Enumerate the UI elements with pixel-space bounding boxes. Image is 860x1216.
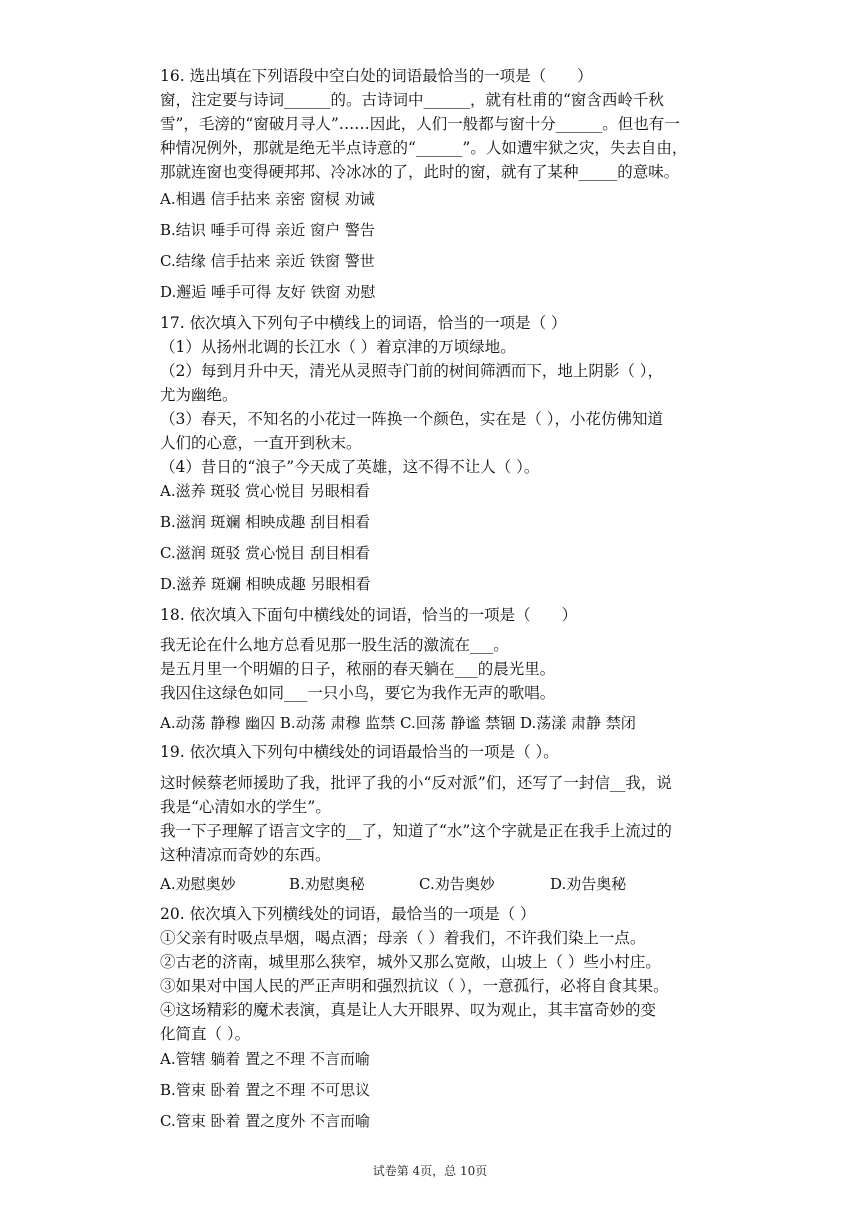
question-19-option-a[interactable]: A.劝慰奥妙 — [160, 875, 236, 893]
question-19-text-line: 我一下子理解了语言文字的__了，知道了“水”这个字就是正在我手上流过的 — [160, 822, 672, 840]
question-20-text-line: 化简直（ ）。 — [160, 1025, 251, 1043]
question-16-option-d[interactable]: D.邂逅 唾手可得 友好 铁窗 劝慰 — [160, 283, 376, 301]
question-20-text-line: ①父亲有时吸点旱烟，喝点酒；母亲（ ）着我们，不许我们染上一点。 — [160, 929, 646, 947]
question-17-text-line: （1）从扬州北调的长江水（ ）着京津的万顷绿地。 — [160, 338, 516, 356]
question-17-option-a[interactable]: A.滋养 斑驳 赏心悦目 另眼相看 — [160, 482, 370, 500]
question-18-options[interactable]: A.动荡 静穆 幽囚 B.动荡 肃穆 监禁 C.回荡 静谧 禁锢 D.荡漾 肃静 禁闭 — [160, 714, 636, 732]
question-16-option-b[interactable]: B.结识 唾手可得 亲近 窗户 警告 — [160, 221, 375, 239]
question-19-option-b[interactable]: B.劝慰奥秘 — [289, 875, 365, 893]
question-20-option-b[interactable]: B.管束 卧着 置之不理 不可思议 — [160, 1081, 371, 1099]
question-16-text-line: 雪”，毛滂的“窗破月寻人”……因此，人们一般都与窗十分______。但也有一 — [160, 115, 680, 133]
question-19-text-line: 这时候蔡老师援助了我，批评了我的小“反对派”们，还写了一封信__我，说 — [160, 774, 672, 792]
question-18-text-line: 是五月里一个明媚的日子，秾丽的春天躺在___的晨光里。 — [160, 660, 556, 678]
question-16 — [160, 64, 760, 184]
question-17-option-b[interactable]: B.滋润 斑斓 相映成趣 刮目相看 — [160, 513, 371, 531]
question-20-option-c[interactable]: C.管束 卧着 置之度外 不言而喻 — [160, 1112, 371, 1130]
question-17 — [160, 311, 760, 479]
question-19-text-line: 这种清凉而奇妙的东西。 — [160, 846, 331, 864]
question-20-stem: 20. 依次填入下列横线处的词语，最恰当的一项是（ ） — [160, 905, 536, 923]
question-20-text-line: ②古老的济南，城里那么狭窄，城外又那么宽敞，山坡上（ ）些小村庄。 — [160, 953, 661, 971]
question-17-stem: 17. 依次填入下列句子中横线上的词语，恰当的一项是（ ） — [160, 314, 567, 332]
question-17-text-line: 人们的心意，一直开到秋末。 — [160, 434, 362, 452]
question-18 — [160, 603, 760, 627]
question-16-text-line: 那就连窗也变得硬邦邦、冷冰冰的了，此时的窗，就有了某种_____的意味。 — [160, 163, 680, 181]
question-17-text-line: 尤为幽绝。 — [160, 386, 238, 404]
question-17-text-line: （4）昔日的“浪子”今天成了英雄，这不得不让人（ ）。 — [160, 458, 540, 476]
question-17-text-line: （3）春天，不知名的小花过一阵换一个颜色，实在是（ ），小花仿佛知道 — [160, 410, 664, 428]
question-17-option-d[interactable]: D.滋养 斑斓 相映成趣 另眼相看 — [160, 575, 371, 593]
question-16-option-c[interactable]: C.结缘 信手拈来 亲近 铁窗 警世 — [160, 252, 375, 270]
question-16-stem: 16. 选出填在下列语段中空白处的词语最恰当的一项是（ ） — [160, 67, 593, 85]
question-20-text-line: ③如果对中国人民的严正声明和强烈抗议（ ），一意孤行，必将自食其果。 — [160, 977, 669, 995]
question-19-option-c[interactable]: C.劝告奥妙 — [419, 875, 495, 893]
question-18-body — [160, 633, 760, 705]
question-17-option-c[interactable]: C.滋润 斑驳 赏心悦目 刮目相看 — [160, 544, 371, 562]
question-16-option-a[interactable]: A.相遇 信手拈来 亲密 窗棂 劝诫 — [160, 190, 375, 208]
question-16-text-line: 种情况例外，那就是绝无半点诗意的“______”。人如遭牢狱之灾，失去自由， — [160, 139, 688, 157]
question-18-stem: 18. 依次填入下面句中横线处的词语，恰当的一项是（ ） — [160, 606, 578, 624]
question-19-stem: 19. 依次填入下列句中横线处的词语最恰当的一项是（ ）。 — [160, 743, 559, 761]
question-19-body — [160, 771, 760, 867]
question-19-option-d[interactable]: D.劝告奥秘 — [550, 875, 627, 893]
page-footer: 试卷第 4页，总 10页 — [372, 1164, 488, 1178]
question-17-text-line: （2）每到月升中天，清光从灵照寺门前的树间筛洒而下，地上阴影（ ）， — [160, 362, 664, 380]
question-20-option-a[interactable]: A.管辖 躺着 置之不理 不言而喻 — [160, 1050, 370, 1068]
question-20 — [160, 902, 760, 1046]
question-20-text-line: ④这场精彩的魔术表演，真是让人大开眼界、叹为观止，其丰富奇妙的变 — [160, 1001, 657, 1019]
question-18-text-line: 我囚住这绿色如同___一只小鸟，要它为我作无声的歌唱。 — [160, 684, 556, 702]
question-19 — [160, 740, 760, 764]
question-19-text-line: 我是“心清如水的学生”。 — [160, 798, 331, 816]
question-18-text-line: 我无论在什么地方总看见那一股生活的激流在___。 — [160, 636, 509, 654]
question-16-text-line: 窗，注定要与诗词______的。古诗词中______，就有杜甫的“窗含西岭千秋 — [160, 91, 664, 109]
